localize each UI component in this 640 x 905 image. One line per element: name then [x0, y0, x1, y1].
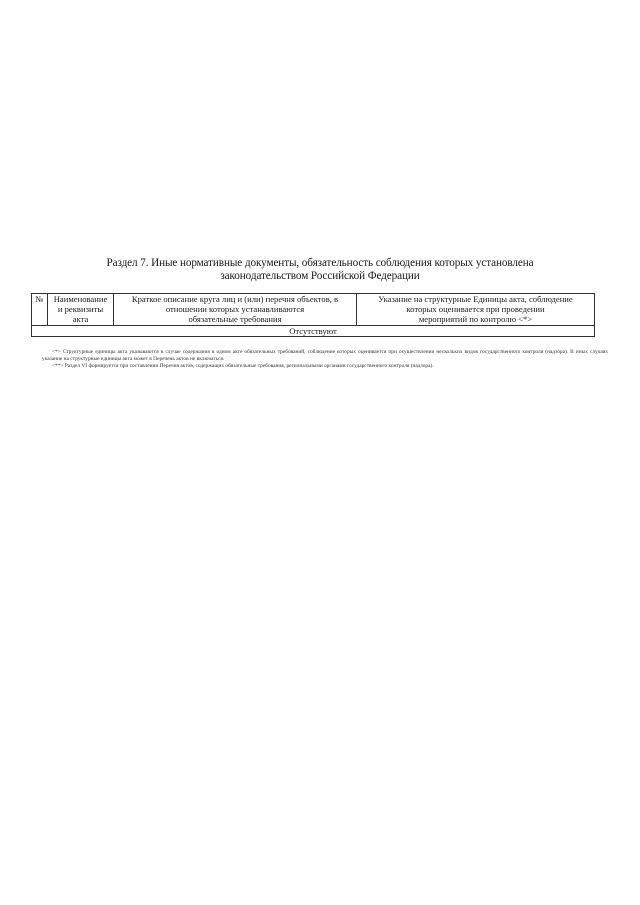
column-header-description: [114, 294, 357, 326]
column-header-act-name: [48, 294, 114, 326]
column-header-structural-units: [357, 294, 595, 326]
header-line: Указание на структурные Единицы акта, соблюдение: [378, 294, 573, 304]
header-line: которых оценивается при проведении: [406, 304, 545, 314]
header-line: Наименование: [53, 294, 108, 304]
footnotes: [42, 349, 608, 370]
header-line: мероприятий по контролю <*>: [418, 314, 533, 324]
header-line: и реквизиты: [57, 304, 104, 314]
section-title-line-2: законодательством Российской Федерации: [220, 270, 420, 282]
header-line: акта: [72, 314, 89, 324]
section-title-line-1: Раздел 7. Иные нормативные документы, обязательность соблюдения которых установлена: [106, 257, 534, 269]
header-line: №: [35, 294, 44, 304]
header-line: обязательные требования: [188, 314, 282, 324]
header-line: отношении которых устанавливаются: [165, 304, 305, 314]
empty-state-cell: Отсутствуют: [32, 326, 595, 337]
column-header-number: [32, 294, 48, 326]
requirements-table: [31, 293, 595, 337]
footnote-2: <**> Раздел VI формируется при составлении Перечня актов, содержащих обязательные требования, региональными органами государственного контроля (надзора).: [52, 363, 434, 369]
table-row: [32, 326, 595, 337]
section-title: [30, 257, 610, 283]
header-line: Краткое описание круга лиц и (или) перечня объектов, в: [131, 294, 339, 304]
table-header-row: [32, 294, 595, 326]
footnote-1: <*> Структурные единицы акта указываются в случае содержания в одном акте обязательных требований, соблюдение которых оценивается при осуществлении нескольких видов государственного контроля (надзора). В иных случаях указание на структурные единицы акта может в Перечень актов не включаться.: [42, 349, 608, 362]
